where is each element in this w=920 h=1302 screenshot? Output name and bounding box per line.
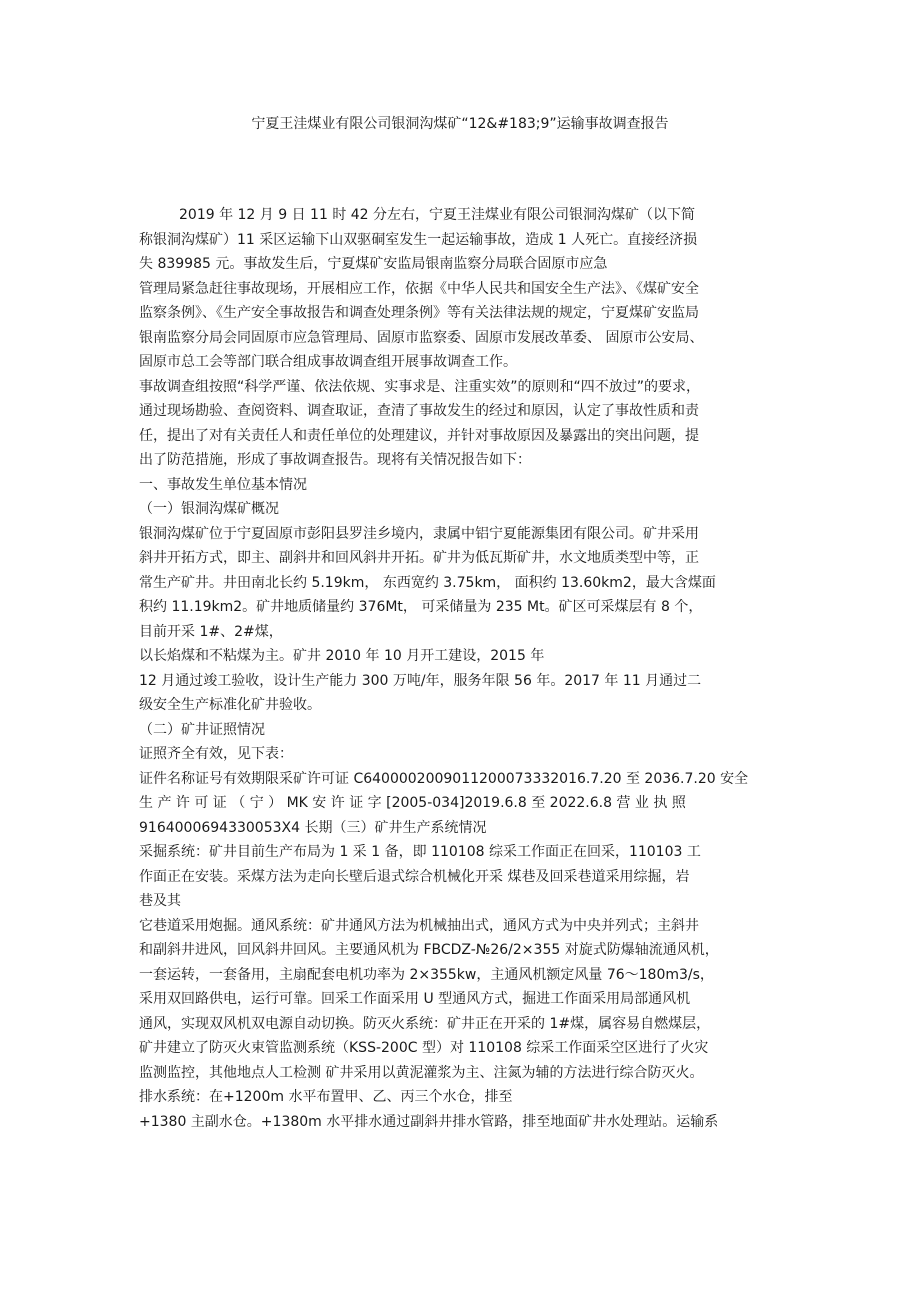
text-line: 事故调查组按照“科学严谨、依法依规、实事求是、注重实效”的原则和“四不放过”的要求， — [139, 378, 701, 395]
text-line: 固原市总工会等部门联合组成事故调查组开展事故调查工作。 — [139, 354, 517, 370]
text-line: 任，提出了对有关责任人和责任单位的处理建议，并针对事故原因及暴露出的突出问题，提 — [139, 427, 699, 444]
text-line: 作面正在安装。采煤方法为走向长壁后退式综合机械化开采 煤巷及回采巷道采用综掘，岩 — [139, 868, 690, 885]
text-line: 管理局紧急赶往事故现场，开展相应工作，依据《中华人民共和国安全生产法》、《煤矿安全 — [139, 280, 699, 297]
section-heading: 一、事故发生单位基本情况 — [139, 476, 307, 493]
text-line: 矿井建立了防灭火束管监测系统（KSS-200C 型）对 110108 综采工作面采空区进行了火灾 — [139, 1040, 709, 1056]
text-line: 采用双回路供电，运行可靠。回采工作面采用 U 型通风方式，掘进工作面采用局部通风机 — [139, 991, 691, 1007]
text-line: 采掘系统：矿井目前生产布局为 1 采 1 备，即 110108 综采工作面正在回采，110103 工 — [139, 844, 701, 860]
text-line: 一套运转，一套备用，主扇配套电机功率为 2×355kw，主通风机额定风量 76～180m3/s， — [139, 966, 714, 983]
text-line: 通过现场勘验、查阅资料、调查取证，查清了事故发生的经过和原因，认定了事故性质和责 — [139, 403, 699, 419]
text-line: 常生产矿井。井田南北长约 5.19km， 东西宽约 3.75km， 面积约 13.60km2，最大含煤面 — [139, 574, 716, 591]
subsection-heading: （二）矿井证照情况 — [139, 721, 265, 738]
text-line: 生 产 许 可 证 （ 宁 ） MK 安 许 证 字 [2005-034]2019.6.8 至 2022.6.8 营 业 执 照 — [139, 795, 686, 811]
text-line: 2019 年 12 月 9 日 11 时 42 分左右，宁夏王洼煤业有限公司银洞沟煤矿（以下简 — [179, 207, 696, 223]
text-line: 通风，实现双风机双电源自动切换。防灭火系统：矿井正在开采的 1#煤，属容易自燃煤层， — [139, 1015, 711, 1032]
text-line: 巷及其 — [139, 893, 181, 909]
text-line: 它巷道采用炮掘。通风系统：矿井通风方法为机械抽出式，通风方式为中央并列式；主斜井 — [139, 917, 699, 934]
text-line: 证件名称证号有效期限采矿许可证 C6400002009011200073332016.7.20 至 2036.7.20 安全 — [139, 770, 749, 787]
text-line: +1380 主副水仓。+1380m 水平排水通过副斜井排水管路，排至地面矿井水处理站。运输系 — [139, 1113, 719, 1130]
text-line: 级安全生产标准化矿井验收。 — [139, 697, 321, 713]
text-line: 排水系统：在+1200m 水平布置甲、乙、丙三个水仓，排至 — [139, 1089, 513, 1105]
text-line: 银洞沟煤矿位于宁夏固原市彭阳县罗洼乡境内，隶属中铝宁夏能源集团有限公司。矿井采用 — [139, 525, 699, 542]
document-title: 宁夏王洼煤业有限公司银洞沟煤矿“12&#183;9”运输事故调查报告 — [251, 116, 669, 132]
text-line: 出了防范措施，形成了事故调查报告。现将有关情况报告如下： — [139, 452, 531, 468]
text-line: 以长焰煤和不粘煤为主。矿井 2010 年 10 月开工建设，2015 年 — [139, 648, 545, 664]
text-line: 积约 11.19km2。矿井地质储量约 376Mt， 可采储量为 235 Mt。矿区可采煤层有 8 个， — [139, 599, 703, 615]
text-line: 斜井开拓方式，即主、副斜井和回风斜井开拓。矿井为低瓦斯矿井，水文地质类型中等，正 — [139, 550, 699, 566]
subsection-heading: （一）银洞沟煤矿概况 — [139, 501, 279, 517]
text-line: 目前开采 1#、2#煤， — [139, 623, 283, 640]
text-line: 9164000694330053X4 长期（三）矿井生产系统情况 — [139, 819, 487, 836]
text-line: 和副斜井进风，回风斜井回风。主要通风机为 FBCDZ-№26/2×355 对旋式防爆轴流通风机， — [139, 942, 719, 958]
text-line: 监察条例》、《生产安全事故报告和调查处理条例》等有关法律法规的规定，宁夏煤矿安监局 — [139, 305, 699, 321]
text-line: 12 月通过竣工验收，设计生产能力 300 万吨/年，服务年限 56 年。2017 年 11 月通过二 — [139, 672, 702, 689]
text-line: 称银洞沟煤矿）11 采区运输下山双驱硐室发生一起运输事故，造成 1 人死亡。直接经济损 — [139, 231, 698, 248]
text-line: 失 839985 元。事故发生后，宁夏煤矿安监局银南监察分局联合固原市应急 — [139, 256, 608, 272]
text-line: 银南监察分局会同固原市应急管理局、固原市监察委、固原市发展改革委、 固原市公安局、 — [139, 329, 704, 346]
document-body — [139, 203, 785, 1134]
text-line: 监测监控，其他地点人工检测 矿井采用以黄泥灌浆为主、注氮为辅的方法进行综合防灭火。 — [139, 1064, 704, 1081]
text-line: 证照齐全有效，见下表： — [139, 746, 293, 762]
